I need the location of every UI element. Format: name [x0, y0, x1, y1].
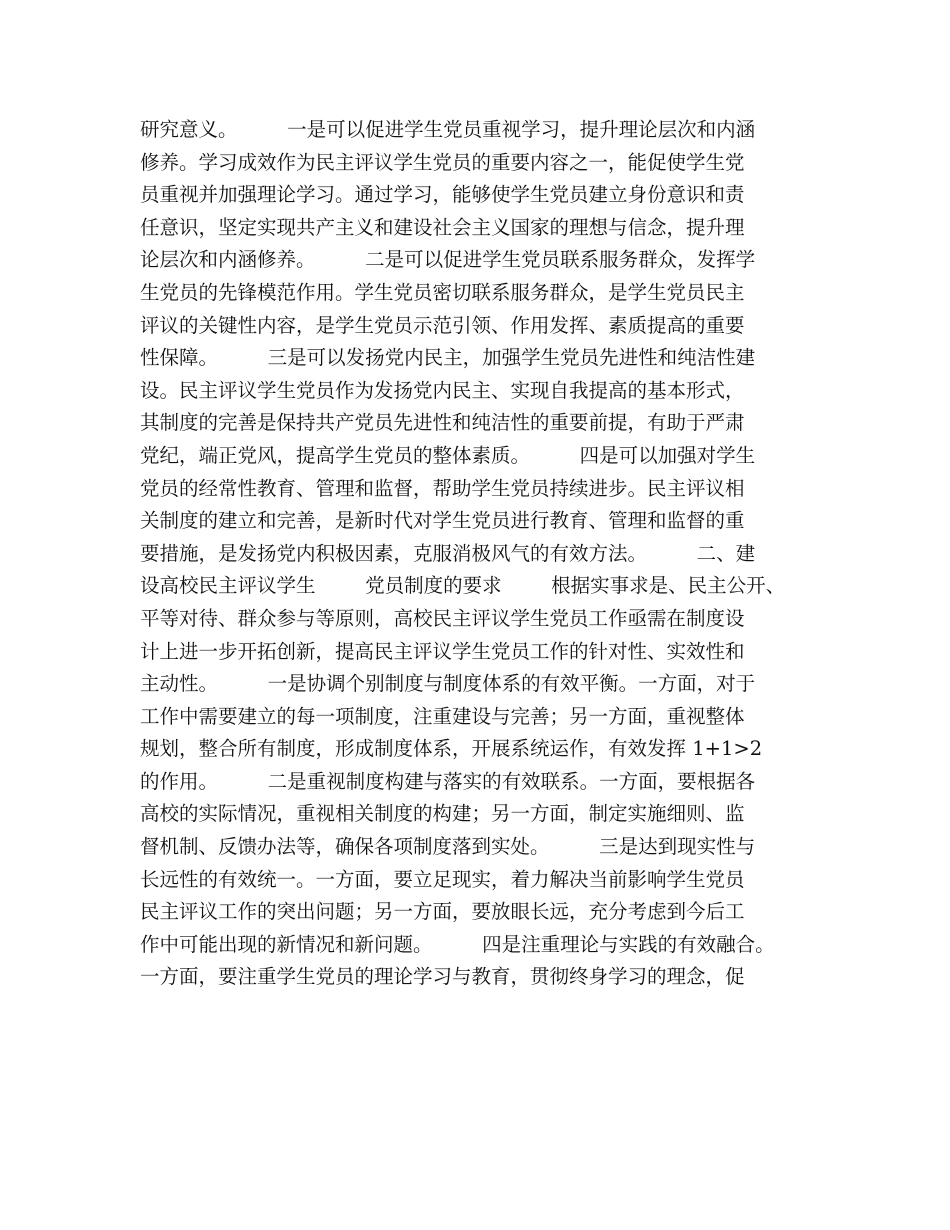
text-line: 规划，整合所有制度，形成制度体系，开展系统运作，有效发挥 1+1>2 — [140, 737, 763, 761]
text-line: 要措施，是发扬党内积极因素，克服消极风气的有效方法。 二、建 — [140, 541, 756, 565]
text-line: 性保障。 三是可以发扬党内民主，加强学生党员先进性和纯洁性建 — [140, 346, 756, 370]
text-line: 论层次和内涵修养。 二是可以促进学生党员联系服务群众，发挥学 — [140, 248, 756, 272]
text-line: 工作中需要建立的每一项制度，注重建设与完善；另一方面，重视整体 — [140, 704, 745, 728]
text-line: 作中可能出现的新情况和新问题。 四是注重理论与实践的有效融合。 — [140, 932, 775, 956]
text-line: 主动性。 一是协调个别制度与制度体系的有效平衡。一方面，对于 — [140, 672, 756, 696]
text-line: 长远性的有效统一。一方面，要立足现实，着力解决当前影响学生党员 — [140, 867, 745, 891]
text-line: 任意识，坚定实现共产主义和建设社会主义国家的理想与信念，提升理 — [140, 215, 745, 239]
text-line: 关制度的建立和完善，是新时代对学生党员进行教育、管理和监督的重 — [140, 509, 745, 533]
text-line: 平等对待、群众参与等原则，高校民主评议学生党员工作亟需在制度设 — [140, 606, 745, 630]
text-line: 一方面，要注重学生党员的理论学习与教育，贯彻终身学习的理念，促 — [140, 965, 745, 989]
text-line: 生党员的先锋模范作用。学生党员密切联系服务群众，是学生党员民主 — [140, 280, 745, 304]
text-line: 修养。学习成效作为民主评议学生党员的重要内容之一，能促使学生党 — [140, 150, 745, 174]
text-line: 党纪，端正党风，提高学生党员的整体素质。 四是可以加强对学生 — [140, 443, 756, 467]
text-line: 党员的经常性教育、管理和监督，帮助学生党员持续进步。民主评议相 — [140, 476, 745, 500]
text-line: 的作用。 二是重视制度构建与落实的有效联系。一方面，要根据各 — [140, 769, 756, 793]
body-text — [140, 114, 830, 994]
text-line: 设高校民主评议学生 党员制度的要求 根据实事求是、民主公开、 — [140, 574, 786, 598]
text-line: 督机制、反馈办法等，确保各项制度落到实处。 三是达到现实性与 — [140, 835, 756, 859]
text-line: 高校的实际情况，重视相关制度的构建；另一方面，制定实施细则、监 — [140, 802, 745, 826]
text-line: 研究意义。 一是可以促进学生党员重视学习，提升理论层次和内涵 — [140, 118, 756, 141]
text-line: 民主评议工作的突出问题；另一方面，要放眼长远，充分考虑到今后工 — [140, 900, 745, 924]
text-line: 评议的关键性内容，是学生党员示范引领、作用发挥、素质提高的重要 — [140, 313, 745, 337]
text-line: 设。民主评议学生党员作为发扬党内民主、实现自我提高的基本形式， — [140, 378, 745, 402]
text-line: 员重视并加强理论学习。通过学习，能够使学生党员建立身份意识和责 — [140, 183, 745, 207]
text-line: 计上进一步开拓创新，提高民主评议学生党员工作的针对性、实效性和 — [140, 639, 745, 663]
text-line: 其制度的完善是保持共产党员先进性和纯洁性的重要前提，有助于严肃 — [140, 411, 745, 435]
